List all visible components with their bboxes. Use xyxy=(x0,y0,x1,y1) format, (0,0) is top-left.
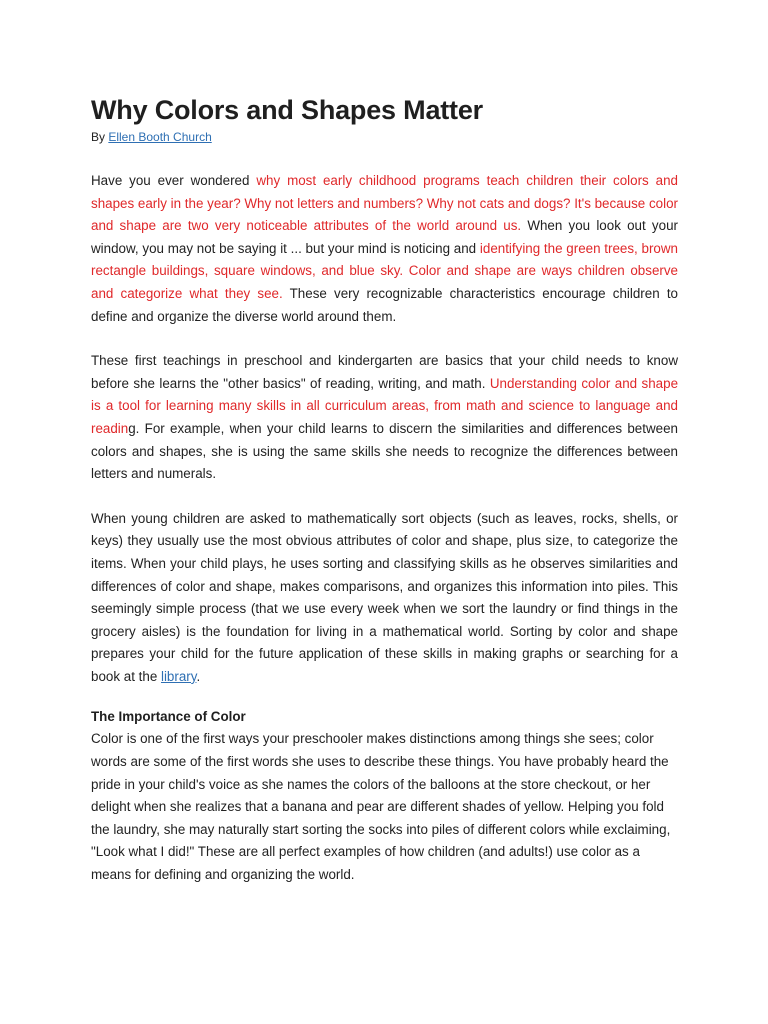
paragraph-basics xyxy=(91,350,678,486)
page-title: Why Colors and Shapes Matter xyxy=(91,95,483,125)
highlighted-text: identifying the green trees, brown rectangle buildings, square windows, and blue sky. Color and shape are ways children observe and categorize what they see. xyxy=(91,240,678,301)
paragraph-sorting xyxy=(91,508,678,689)
section-heading: The Importance of Color xyxy=(91,709,246,725)
highlighted-text: Understanding color and shape is a tool for learning many skills in all curriculum areas, from math and science to language and readin xyxy=(91,375,679,436)
author-link[interactable]: Ellen Booth Church xyxy=(108,130,212,144)
paragraph-text: These first teachings in preschool and kindergarten are basics that your child needs to know before she learns the "other basics" of reading, writing, and math. xyxy=(91,353,678,391)
paragraph-color: Color is one of the first ways your preschooler makes distinctions among things she sees; color words are some of the first words she uses to describe these things. You have probably heard the pride in your child's voice as she names the colors of the balloons at the store checkout, or her delight when she realizes that a banana and pear are different shades of yellow. Helping you fold the laundry, she may naturally start sorting the socks into piles of different colors while exclaiming, "Look what I did!" These are all perfect examples of how children (and adults!) use color as a means for defining and organizing the world. xyxy=(91,731,671,883)
byline-prefix: By xyxy=(91,130,109,144)
paragraph-text: These very recognizable characteristics encourage children to define and organize the diverse world around them. xyxy=(91,285,678,324)
paragraph-intro xyxy=(91,170,678,328)
article xyxy=(91,92,678,887)
paragraph-text: g. For example, when your child learns to discern the similarities and differences between colors and shapes, she is using the same skills she needs to recognize the differences between letters and numerals. xyxy=(91,420,678,482)
library-link[interactable]: library xyxy=(160,668,197,684)
paragraph-text: When you look out your window, you may not be saying it ... but your mind is noticing and xyxy=(91,218,678,256)
paragraph-text: Have you ever wondered xyxy=(91,173,257,188)
paragraph-text: When young children are asked to mathematically sort objects (such as leaves, rocks, shells, or keys) they usually use the most obvious attributes of color and shape, plus size, to categorize the items. When your child plays, he uses sorting and classifying skills as he observes similarities and differences of color and shape, makes comparisons, and organizes this information into piles. This seemingly simple process (that we use every week when we sort the laundry or find things in the grocery aisles) is the foundation for living in a mathematical world. Sorting by color and shape prepares your child for the future application of these skills in making graphs or searching for a book at the xyxy=(91,510,678,684)
highlighted-text: why most early childhood programs teach children their colors and shapes early in the year? Why not letters and numbers? Why not cats and dogs? It's because color and shape are two very noticeable attributes of the world around us. xyxy=(91,173,679,234)
paragraph-text: . xyxy=(196,668,201,684)
byline xyxy=(91,129,678,145)
